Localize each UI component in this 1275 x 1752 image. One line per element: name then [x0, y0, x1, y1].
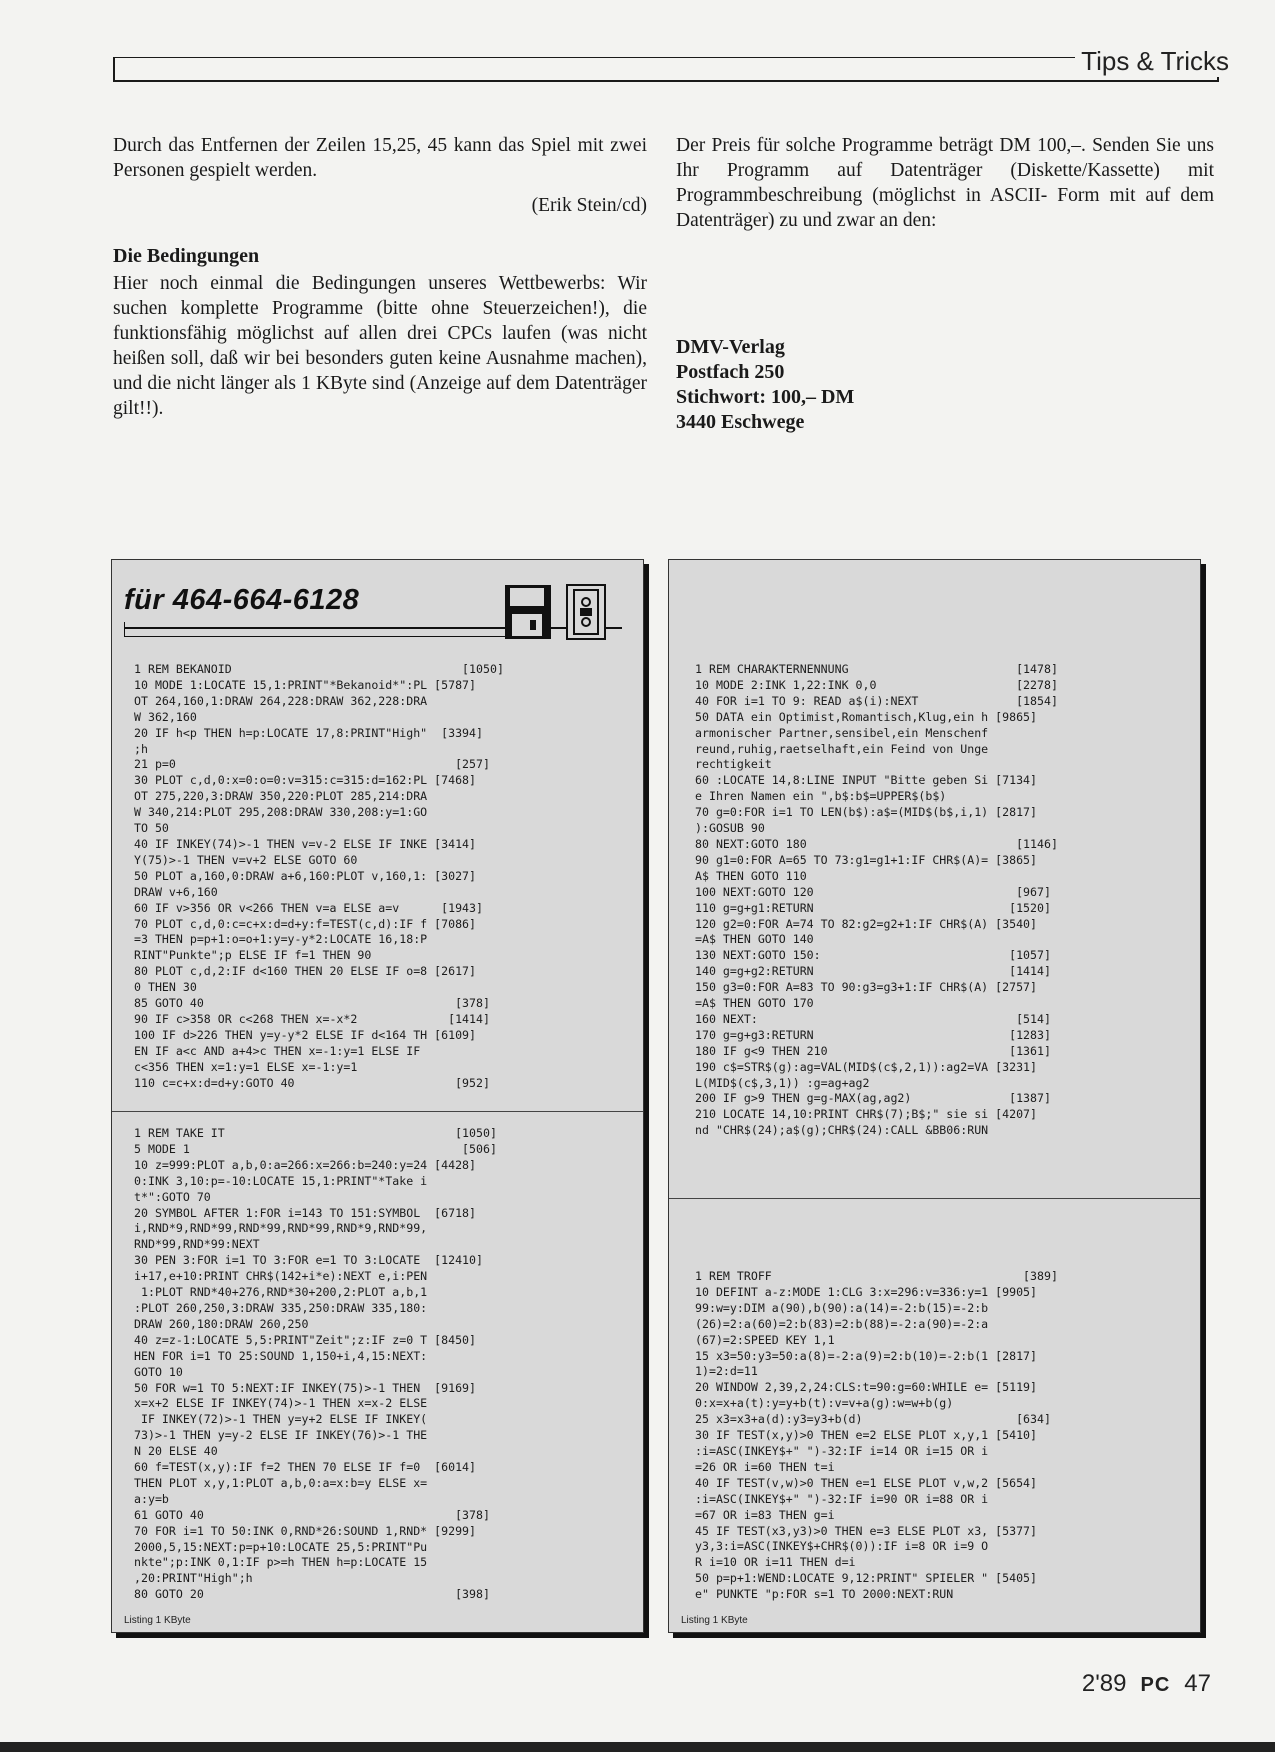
header-rule: [113, 57, 1219, 82]
machine-compatibility-title: für 464-664-6128: [124, 584, 360, 616]
issue-number: 2'89: [1081, 1670, 1127, 1697]
listing-troff: 1 REM TROFF [389] 10 DEFINT a-z:MODE 1:CLG 3:x=296:v=336:y=1 [9905] 99:w=y:DIM a(90),b(90):a(14)=-2:b(15)=-2:b (26)=2:a(60)=2:b(83)=2:b(88)=-2:a(90)=-2:a (67)=2:SPEED KEY 1,1 15 x3=50:y3=50:a(8)=-2:a(9)=2:b(10)=-2:b(1 [2817] 1)=2:d=11 20 WINDOW 2,39,2,24:CLS:t=90:g=60:WHILE e= [5119] 0:x=x+a(t):y=y+b(t):v=v+a(g):w=w+b(g) 25 x3=x3+a(d):y3=y3+b(d) [634] 30 IF TEST(x,y)>0 THEN e=2 ELSE PLOT x,y,1 [5410] :i=ASC(INKEY$+" ")-32:IF i=14 OR i=15 OR i =26 OR i=60 THEN t=i 40 IF TEST(v,w)>0 THEN e=1 ELSE PLOT v,w,2 [5654] :i=ASC(INKEY$+" ")-32:IF i=90 OR i=88 OR i =67 OR i=83 THEN g=i 45 IF TEST(x3,y3)>0 THEN e=3 ELSE PLOT x3, [5377] y3,3:i=ASC(INKEY$+CHR$(0)):IF i=8 OR i=9 O R i=10 OR i=11 THEN d=i 50 p=p+1:WEND:LOCATE 9,12:PRINT" SPIELER " [5405] e" PUNKTE "p:FOR s=1 TO 2000:NEXT:RUN: [695, 1269, 1058, 1602]
magazine-logo: PC: [1140, 1674, 1171, 1696]
listing-footer-label: Listing 1 KByte: [681, 1615, 748, 1626]
address-line: DMV-Verlag: [676, 336, 785, 358]
address-line: 3440 Eschwege: [676, 411, 805, 433]
mailing-address: [676, 335, 854, 435]
article-left-column: [113, 133, 647, 421]
page-number: 47: [1184, 1670, 1211, 1697]
listing-bekanoid: 1 REM BEKANOID [1050] 10 MODE 1:LOCATE 15,1:PRINT"*Bekanoid*":PL [5787] OT 264,160,1:DRAW 264,228:DRAW 362,228:DRA W 362,160 20 IF h<p THEN h=p:LOCATE 17,8:PRINT"High" [3394] ;h 21 p=0 [257] 30 PLOT c,d,0:x=0:o=0:v=315:c=315:d=162:PL [7468] OT 275,220,3:DRAW 350,220:PLOT 285,214:DRA W 340,214:PLOT 295,208:DRAW 330,208:y=1:GO TO 50 40 IF INKEY(74)>-1 THEN v=v-2 ELSE IF INKE [3414] Y(75)>-1 THEN v=v+2 ELSE GOTO 60 50 PLOT a,160,0:DRAW a+6,160:PLOT v,160,1: [3027] DRAW v+6,160 60 IF v>356 OR v<266 THEN v=a ELSE a=v [1943] 70 PLOT c,d,0:c=c+x:d=d+y:f=TEST(c,d):IF f [7086] =3 THEN p=p+1:o=o+1:y=y-y*2:LOCATE 16,18:P RINT"Punkte";p ELSE IF f=1 THEN 90 80 PLOT c,d,2:IF d<160 THEN 20 ELSE IF o=8 [2617] 0 THEN 30 85 GOTO 40 [378] 90 IF c>358 OR c<268 THEN x=-x*2 [1414] 100 IF d>226 THEN y=y-y*2 ELSE IF d<164 TH [6109] EN IF a<c AND a+4>c THEN x=-1:y=1 ELSE IF c<356 THEN x=1:y=1 ELSE x=-1:y=1 110 c=c+x:d=d+y:GOTO 40 [952]: [134, 662, 504, 1090]
conditions-heading: Die Bedingungen: [113, 245, 260, 267]
cassette-icon: [566, 584, 606, 640]
section-title: Tips & Tricks: [1075, 46, 1235, 77]
conditions-paragraph: Hier noch einmal die Bedingungen unseres Wettbewerbs: Wir suchen komplette Programme (bitte ohne Steuerzeichen!), die funktionsfähig möglichst auf allen drei CPCs laufen (was nicht heißen soll, daß wir bei besonders guten keine Ausnahme machen), und die nicht länger als 1 KByte sind (Anzeige auf dem Datenträger gilt!!).: [113, 273, 647, 419]
title-underline-frame: [124, 622, 510, 637]
page-bottom-edge: [0, 1742, 1275, 1752]
article-right-column: [676, 133, 1214, 233]
listing-take-it: 1 REM TAKE IT [1050] 5 MODE 1 [506] 10 z=999:PLOT a,b,0:a=266:x=266:b=240:y=24 [4428] 0:INK 3,10:p=-10:LOCATE 15,1:PRINT"*Take i t*":GOTO 70 20 SYMBOL AFTER 1:FOR i=143 TO 151:SYMBOL [6718] i,RND*9,RND*99,RND*99,RND*99,RND*9,RND*99, RND*99,RND*99:NEXT 30 PEN 3:FOR i=1 TO 3:FOR e=1 TO 3:LOCATE [12410] i+17,e+10:PRINT CHR$(142+i*e):NEXT e,i:PEN 1:PLOT RND*40+276,RND*30+200,2:PLOT a,b,1 :PLOT 260,250,3:DRAW 335,250:DRAW 335,180: DRAW 260,180:DRAW 260,250 40 z=z-1:LOCATE 5,5:PRINT"Zeit";z:IF z=0 T [8450] HEN FOR i=1 TO 25:SOUND 1,150+i,4,15:NEXT: GOTO 10 50 FOR w=1 TO 5:NEXT:IF INKEY(75)>-1 THEN [9169] x=x+2 ELSE IF INKEY(74)>-1 THEN x=x-2 ELSE IF INKEY(72)>-1 THEN y=y+2 ELSE IF INKEY( 73)>-1 THEN y=y-2 ELSE IF INKEY(76)>-1 THE N 20 ELSE 40 60 f=TEST(x,y):IF f=2 THEN 70 ELSE IF f=0 [6014] THEN PLOT x,y,1:PLOT a,b,0:a=x:b=y ELSE x= a:y=b 61 GOTO 40 [378] 70 FOR i=1 TO 50:INK 0,RND*26:SOUND 1,RND* [9299] 2000,5,15:NEXT:p=p+10:LOCATE 25,5:PRINT"Pu nkte";p:INK 0,1:IF p>=h THEN h=p:LOCATE 15 ,20:PRINT"High";h 80 GOTO 20 [398]: [134, 1126, 497, 1602]
page-footer: [1082, 1670, 1211, 1698]
price-paragraph: Der Preis für solche Programme beträgt DM 100,–. Senden Sie uns Ihr Programm auf Datenträger (Diskette/Kassette) mit Programmbeschreibung (möglichst in ASCII- Form mit auf dem Datenträger) zu und zwar an den:: [676, 135, 1214, 231]
listing-divider: [112, 1111, 643, 1112]
listing-footer-label: Listing 1 KByte: [124, 1615, 191, 1626]
listing-charakternennung: 1 REM CHARAKTERNENNUNG [1478] 10 MODE 2:INK 1,22:INK 0,0 [2278] 40 FOR i=1 TO 9: READ a$(i):NEXT [1854] 50 DATA ein Optimist,Romantisch,Klug,ein h [9865] armonischer Partner,sensibel,ein Menschenf reund,ruhig,raetselhaft,ein Feind von Unge rechtigkeit 60 :LOCATE 14,8:LINE INPUT "Bitte geben Si [7134] e Ihren Namen ein ",b$:b$=UPPER$(b$) 70 g=0:FOR i=1 TO LEN(b$):a$=(MID$(b$,i,1) [2817] ):GOSUB 90 80 NEXT:GOTO 180 [1146] 90 g1=0:FOR A=65 TO 73:g1=g1+1:IF CHR$(A)= [3865] A$ THEN GOTO 110 100 NEXT:GOTO 120 [967] 110 g=g+g1:RETURN [1520] 120 g2=0:FOR A=74 TO 82:g2=g2+1:IF CHR$(A) [3540] =A$ THEN GOTO 140 130 NEXT:GOTO 150: [1057] 140 g=g+g2:RETURN [1414] 150 g3=0:FOR A=83 TO 90:g3=g3+1:IF CHR$(A) [2757] =A$ THEN GOTO 170 160 NEXT: [514] 170 g=g+g3:RETURN [1283] 180 IF g<9 THEN 210 [1361] 190 c$=STR$(g):ag=VAL(MID$(c$,2,1)):ag2=VA [3231] L(MID$(c$,3,1)) :g=ag+ag2 200 IF g>9 THEN g=g-MAX(ag,ag2) [1387] 210 LOCATE 14,10:PRINT CHR$(7);B$;" sie si [4207] nd "CHR$(24);a$(g);CHR$(24):CALL &BB06:RUN: [695, 662, 1058, 1138]
address-line: Stichwort: 100,– DM: [676, 386, 855, 408]
listing-box-left: [111, 559, 644, 1633]
floppy-disk-icon: [504, 584, 552, 640]
listing-divider: [669, 1198, 1200, 1199]
listing-box-right: [668, 559, 1201, 1633]
address-line: Postfach 250: [676, 361, 785, 383]
intro-paragraph: Durch das Entfernen der Zeilen 15,25, 45 kann das Spiel mit zwei Personen gespielt werden.: [113, 135, 647, 181]
author-credit: (Erik Stein/cd): [531, 195, 647, 216]
